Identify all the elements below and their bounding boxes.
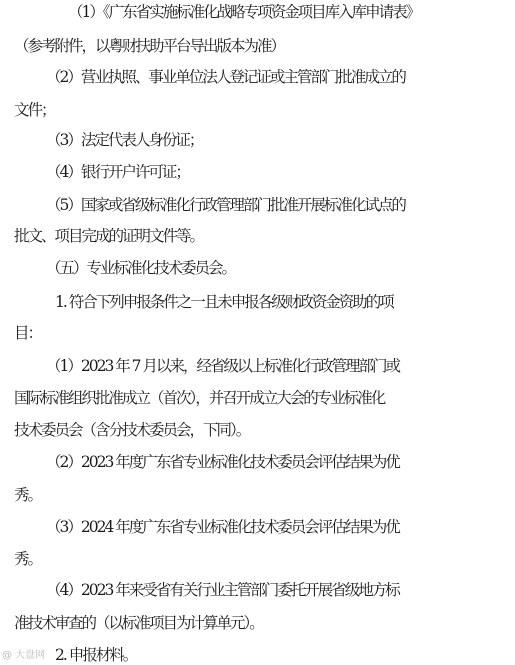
- text-line-4: 文件；: [14, 101, 55, 119]
- text-line-11: 目：: [14, 324, 42, 342]
- text-line-16: 秀。: [14, 486, 42, 504]
- text-line-18: 秀。: [14, 550, 42, 568]
- text-line-2: （参考附件，以粤财扶助平台导出版本为准）: [14, 37, 285, 55]
- watermark: @ 大盘网: [2, 650, 46, 661]
- text-line-19: （4）2023 年来受省有关行业主管部门委托开展省级地方标: [46, 581, 399, 599]
- text-line-10: 1. 符合下列申报条件之一且未申报各级财政资金资助的项: [55, 293, 393, 311]
- text-line-7: （5）国家或省级标准化行政管理部门批准开展标准化试点的: [46, 196, 405, 214]
- text-line-8: 批文、项目完成的证明文件等。: [14, 227, 204, 245]
- text-line-1: （1）《广东省实施标准化战略专项资金项目库入库申请表》: [68, 3, 420, 21]
- text-line-17: （3）2024 年度广东省专业标准化技术委员会评估结果为优: [46, 518, 399, 536]
- text-line-5: （3）法定代表人身份证；: [46, 131, 203, 149]
- text-line-12: （1）2023 年 7 月以来，经省级以上标准化行政管理部门或: [46, 357, 399, 375]
- text-line-3: （2）营业执照、事业单位法人登记证或主管部门批准成立的: [46, 68, 405, 86]
- section-heading-5: （五）专业标准化技术委员会。: [46, 259, 236, 277]
- text-line-13: 国际标准组织批准成立（首次），并召开成立大会的专业标准化: [14, 389, 385, 407]
- text-line-14: 技术委员会（含分技术委员会，下同）。: [14, 421, 250, 439]
- text-line-6: （4）银行开户许可证；: [46, 163, 189, 181]
- text-line-15: （2）2023 年度广东省专业标准化技术委员会评估结果为优: [46, 453, 399, 471]
- text-line-20: 准技术审查的（以标准项目为计算单元）。: [14, 614, 263, 632]
- text-line-21: 2. 申报材料。: [55, 646, 137, 664]
